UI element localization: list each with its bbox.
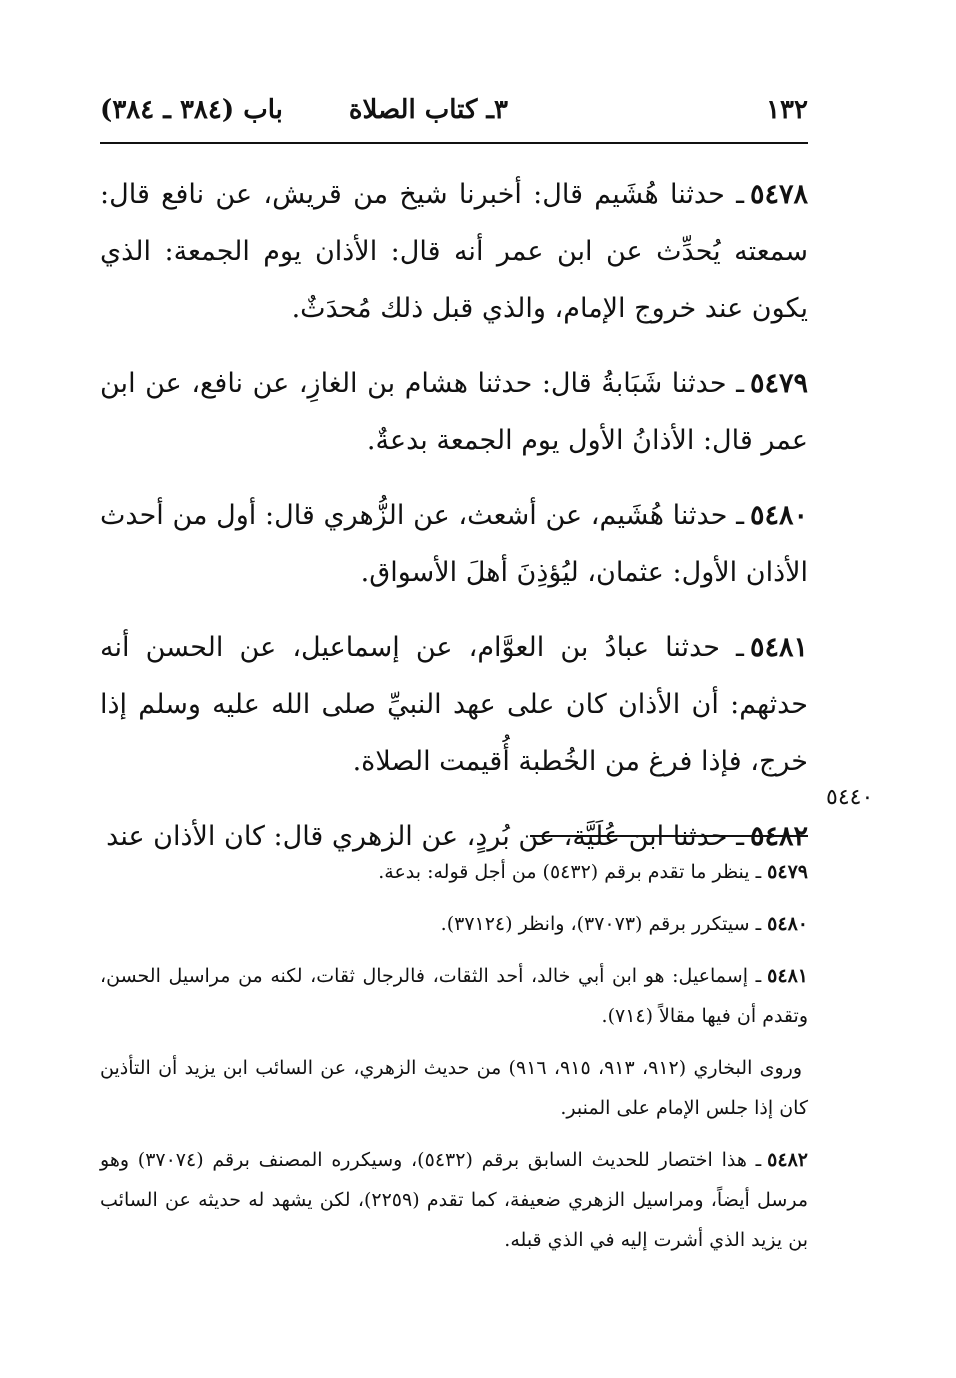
footnote-text: وروى البخاري (٩١٢، ٩١٣، ٩١٥، ٩١٦) من حديث الزهري، عن السائب ابن يزيد أن التأذين كان إذا جلس الإمام على المنبر. — [100, 1057, 808, 1119]
page-number: ١٣٢ — [766, 95, 808, 125]
footnote-text: ـ إسماعيل: هو ابن أبي خالد، أحد الثقات، فالرجال ثقات، لكنه من مراسيل الحسن، وتقدم أن فيها مقالاً (٧١٤). — [100, 965, 808, 1027]
hadith-text: ـ حدثنا عبادُ بن العوَّام، عن إسماعيل، عن الحسن أنه حدثهم: أن الأذان كان على عهد النبيِّ صلى الله عليه وسلم إذا خرج، فإذا فرغ من الخُطبة أُقيمت الصلاة. — [100, 632, 808, 777]
footnote — [100, 852, 808, 892]
hadith-number: ٥٤٧٨ — [749, 179, 808, 210]
hadith-text: ـ حدثنا هُشَيم قال: أخبرنا شيخ من قريش، عن نافع قال: سمعته يُحدِّث عن ابن عمر أنه قال: الأذان يوم الجمعة: الذي يكون عند خروج الإمام، والذي قبل ذلك مُحدَثٌ. — [100, 179, 808, 324]
hadith-5481 — [100, 619, 808, 790]
footnote-number: ٥٤٨٢ — [767, 1149, 808, 1171]
hadith-5478 — [100, 166, 808, 337]
footnotes — [100, 852, 808, 1272]
chapter-title: ٣ـ كتاب الصلاة — [348, 95, 508, 125]
hadith-number: ٥٤٨٢ — [749, 821, 808, 852]
footnote-number: ٥٤٨١ — [767, 965, 808, 987]
hadith-5479 — [100, 355, 808, 469]
footnote-number: ٥٤٨٠ — [767, 913, 808, 935]
main-text — [100, 166, 808, 883]
hadith-text: ـ حدثنا هُشَيم، عن أشعث، عن الزُّهري قال: أول من أحدث الأذان الأول: عثمان، ليُؤذِنَ أهلَ الأسواق. — [100, 500, 808, 588]
footnote-text: ـ ينظر ما تقدم برقم (٥٤٣٢) من أجل قوله: بدعة. — [378, 861, 762, 883]
footnote-number: ٥٤٧٩ — [767, 861, 808, 883]
footnote — [100, 904, 808, 944]
running-header — [100, 90, 808, 130]
footnote-text: ـ هذا اختصار للحديث السابق برقم (٥٤٣٢)، وسيكرره المصنف برقم (٣٧٠٧٤) وهو مرسل أيضاً، ومراسيل الزهري ضعيفة، كما تقدم (٢٢٥٩)، لكن يشهد له حديثه عن السائب بن يزيد الذي أشرت إليه في الذي قبله. — [100, 1149, 809, 1251]
hadith-number: ٥٤٨١ — [749, 632, 808, 663]
footnote — [100, 1048, 808, 1128]
margin-reference-number: ٥٤٤٠ — [826, 785, 874, 810]
hadith-number: ٥٤٨٠ — [749, 500, 808, 531]
header-rule — [100, 142, 808, 144]
hadith-text: ـ حدثنا ابن عُلَيَّة، عن بُردٍ، عن الزهري قال: كان الأذان عند — [106, 821, 744, 852]
footnote-separator — [530, 835, 808, 837]
hadith-text: ـ حدثنا شَبَابةُ قال: حدثنا هشام بن الغازِ، عن نافع، عن ابن عمر قال: الأذانُ الأول يوم الجمعة بدعةٌ. — [100, 368, 808, 456]
footnote — [100, 956, 808, 1036]
footnote — [100, 1140, 808, 1260]
section-title: باب (٣٨٤ ـ ٣٨٤) — [100, 95, 283, 125]
hadith-number: ٥٤٧٩ — [749, 368, 808, 399]
footnote-text: ـ سيتكرر برقم (٣٧٠٧٣)، وانظر (٣٧١٢٤). — [440, 913, 762, 935]
hadith-5480 — [100, 487, 808, 601]
